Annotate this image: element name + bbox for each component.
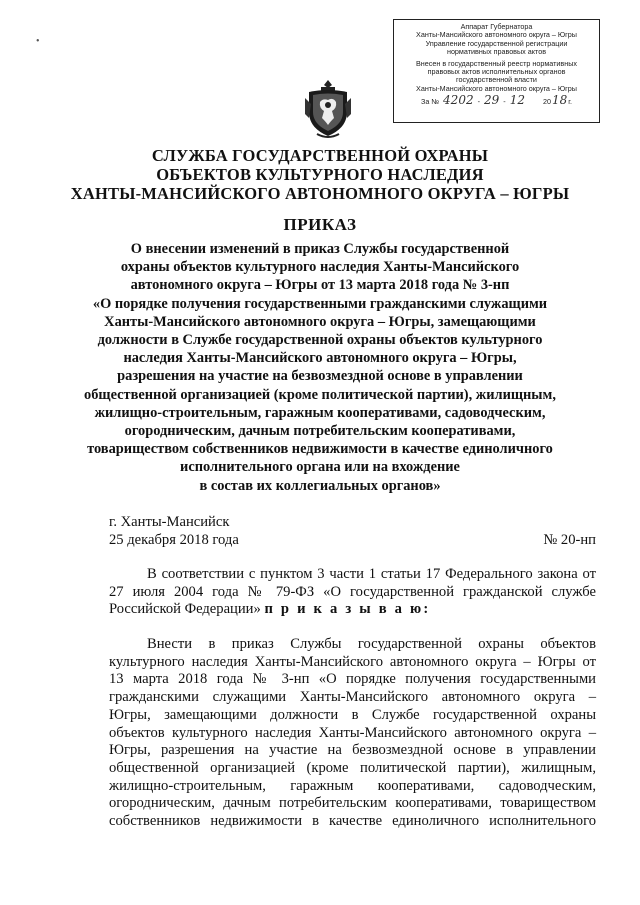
title-line: охраны объектов культурного наследия Ханты-Мансийского: [120, 259, 520, 276]
coat-of-arms-icon: [303, 78, 353, 140]
paragraph-line: 27 июля 2004 года № 79-ФЗ «О государственной гражданской службе: [109, 583, 596, 600]
title-line: разрешения на участие на безвозмездной основе в управлении: [117, 368, 523, 385]
title-line: О внесении изменений в приказ Службы государственной: [130, 241, 510, 257]
paragraph-line: гражданскими служащими Ханты-Мансийского автономного округа –: [109, 689, 596, 706]
stamp-reg-year-prefix: 20: [542, 97, 551, 107]
document-number: № 20-нп: [543, 532, 596, 548]
main-paragraph: [109, 636, 596, 831]
stamp-reg-suffix: г.: [568, 97, 572, 107]
stamp-line: государственной власти: [456, 76, 537, 85]
stamp-line: нормативных правовых актов: [446, 48, 547, 57]
paragraph-line: культурного наследия Ханты-Мансийского автономного округа – Югры от: [109, 653, 596, 670]
paragraph-line: Югры, разрешения на участие на безвозмездной основе в управлении: [109, 742, 596, 759]
stamp-line: правовых актов исполнительных органов: [427, 68, 566, 77]
stamp-line: Ханты-Мансийского автономного округа – Югры: [416, 31, 577, 40]
paragraph-line: 13 марта 2018 года № 3-нп «О порядке получения государственными: [109, 671, 596, 688]
paragraph-line: Югры, замещающими должности в Службе государственной охраны: [109, 706, 596, 723]
preamble-paragraph: [109, 566, 596, 619]
title-line: товариществом собственников недвижимости в качестве единоличного: [87, 441, 553, 458]
agency-line: ОБЪЕКТОВ КУЛЬТУРНОГО НАСЛЕДИЯ: [156, 165, 484, 184]
stamp-reg-prefix: За №: [421, 97, 440, 107]
paragraph-line: В соответствии с пунктом 3 части 1 статьи 17 Федерального закона от: [147, 566, 596, 582]
title-line: наследия Ханты-Мансийского автономного округа – Югры,: [123, 350, 517, 367]
paragraph-line: жилищно-строительным, гаражным кооперативами, садоводческим,: [109, 777, 596, 794]
title-line: исполнительного органа или на вхождение: [180, 459, 460, 476]
title-line: огородническим, дачным потребительским кооперативами,: [124, 423, 516, 440]
stamp-reg-day: 29: [484, 93, 500, 108]
document-city: г. Ханты-Мансийск: [109, 514, 230, 530]
stamp-reg-number: 4202: [443, 93, 474, 108]
document-type: ПРИКАЗ: [283, 215, 357, 234]
agency-line: ХАНТЫ-МАНСИЙСКОГО АВТОНОМНОГО ОКРУГА – ЮГРЫ: [70, 184, 570, 203]
title-line: автономного округа – Югры от 13 марта 2018 года № 3-нп: [130, 277, 510, 294]
agency-line: СЛУЖБА ГОСУДАРСТВЕННОЙ ОХРАНЫ: [151, 146, 489, 165]
paragraph-line: объектов культурного наследия Ханты-Мансийского автономного округа –: [109, 724, 596, 741]
scan-mark: •: [36, 36, 40, 47]
title-line: «О порядке получения государственными гражданскими служащими: [92, 295, 548, 312]
order-word: п р и к а з ы в а ю:: [264, 601, 431, 618]
paragraph-line: собственников недвижимости в качестве единоличного исполнительного: [109, 813, 596, 830]
title-line: должности в Службе государственной охраны объектов культурного: [97, 332, 543, 349]
title-line: жилищно-строительным, гаражным кооперативами, садоводческим,: [94, 404, 546, 421]
preamble-last-text: Российской Федерации»: [109, 601, 261, 618]
title-line: общественной организацией (кроме политической партии), жилищным,: [84, 386, 556, 403]
stamp-reg-year: 18: [551, 93, 568, 108]
paragraph-line: огородническим, дачным потребительским кооперативами, товариществом: [109, 795, 596, 812]
stamp-line: Аппарат Губернатора: [460, 23, 533, 31]
agency-name: [0, 146, 640, 203]
stamp-reg-month: 12: [509, 93, 525, 108]
stamp-line: Внесен в государственный реестр нормативных: [416, 59, 577, 68]
stamp-line: Управление государственной регистрации: [425, 39, 568, 48]
stamp-registration-row: За № 4202 - 29 - 12 20 18 г.: [421, 93, 572, 108]
paragraph-line: Внести в приказ Службы государственной охраны объектов: [147, 636, 596, 652]
stamp-line: Ханты-Мансийского автономного округа – Югры: [416, 84, 577, 93]
registration-stamp: [393, 19, 600, 123]
document-date: 25 декабря 2018 года: [109, 532, 239, 548]
document-title: [0, 240, 640, 495]
paragraph-line: общественной организацией (кроме политической партии), жилищным,: [109, 759, 596, 776]
title-line: Ханты-Мансийского автономного округа – Югры, замещающими: [104, 313, 536, 330]
paragraph-line: [109, 601, 596, 619]
document-place-date: [109, 513, 239, 549]
title-line: в состав их коллегиальных органов»: [199, 477, 441, 494]
